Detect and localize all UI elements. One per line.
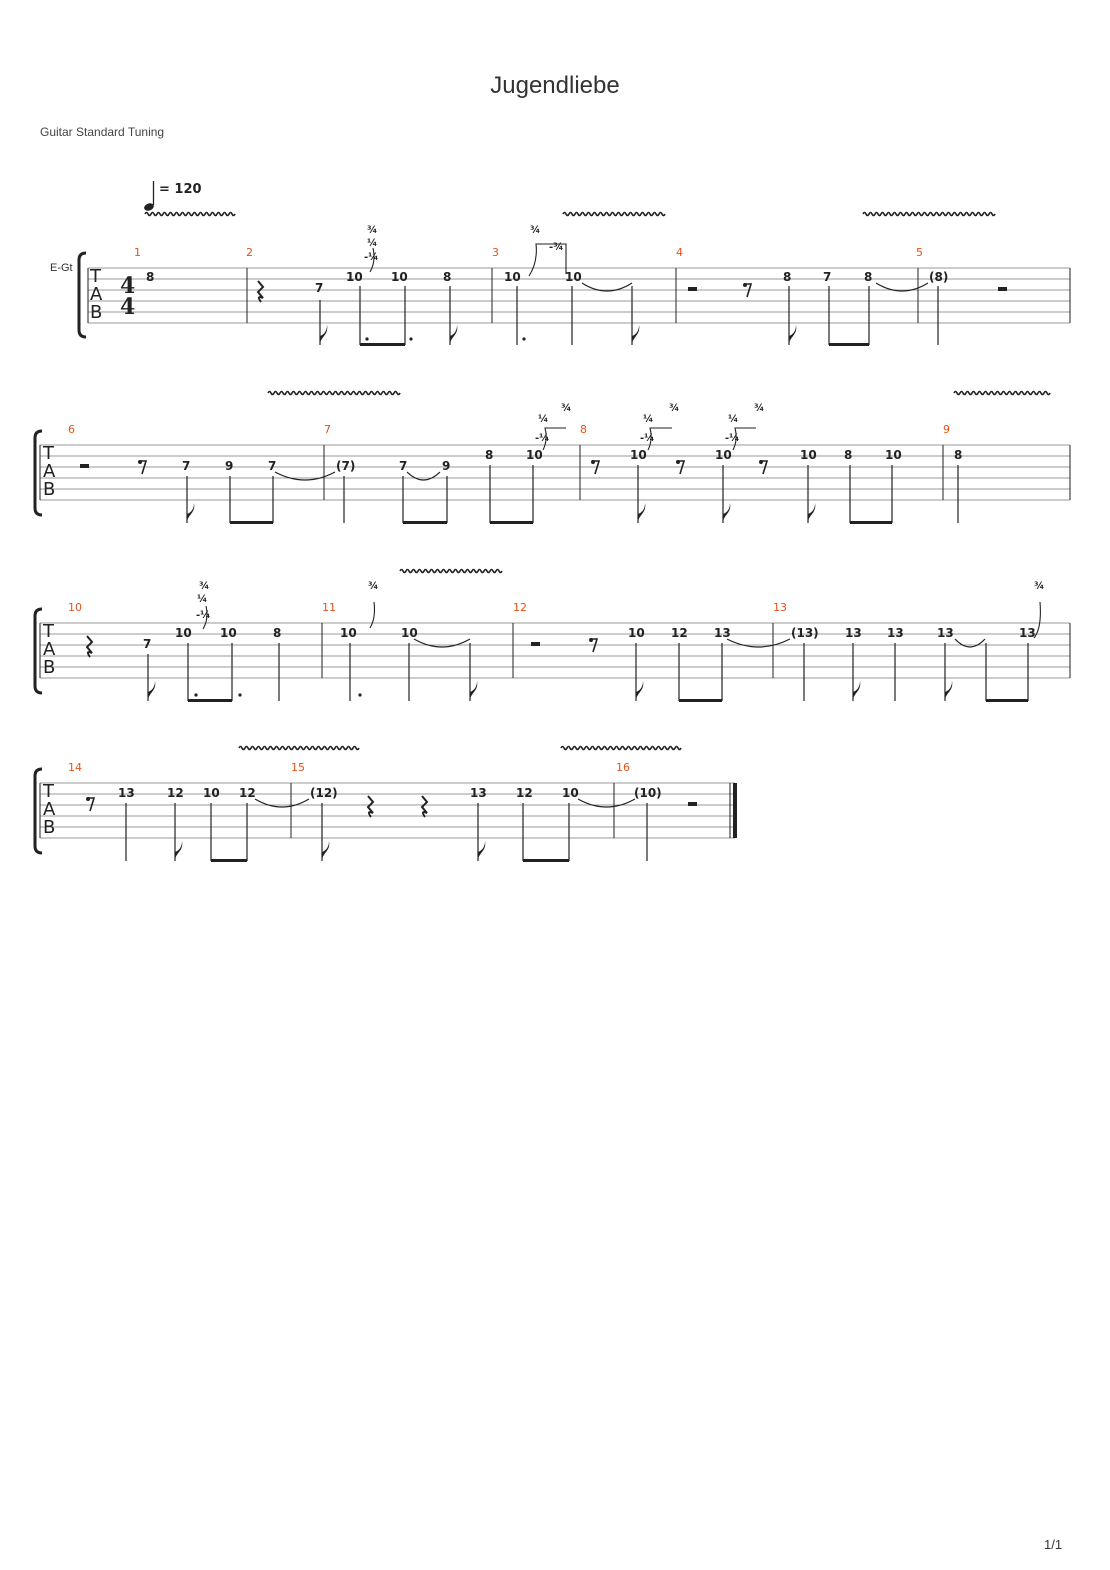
measure-number: 7: [324, 423, 331, 436]
fret-number: 10: [203, 786, 220, 800]
half-rest: [688, 802, 697, 806]
note-flag: [187, 503, 194, 523]
note-flag: [320, 325, 327, 345]
tie-arc: [727, 639, 790, 647]
fret-number: 10: [401, 626, 418, 640]
bend-label: -¼: [640, 433, 655, 444]
measure-number: 8: [580, 423, 587, 436]
measure-number: 16: [616, 761, 630, 774]
fret-number: 8: [954, 448, 963, 462]
vibrato-markings: [145, 213, 1050, 750]
note-flag: [322, 841, 329, 861]
fret-number: 10: [562, 786, 579, 800]
note-flag: [853, 681, 860, 701]
vibrato-line: [239, 747, 359, 750]
system-1: [50, 225, 1070, 337]
fret-number: 13: [1019, 626, 1036, 640]
system-bracket: [35, 431, 42, 515]
fret-number: 8: [146, 270, 155, 284]
measure-number: 5: [916, 246, 923, 259]
tie-arc: [275, 472, 335, 480]
bend-label: -¼: [196, 610, 211, 621]
measure-number: 14: [68, 761, 82, 774]
note-flag: [723, 503, 730, 523]
tuning-label: Guitar Standard Tuning: [40, 125, 165, 139]
fret-number: 10: [565, 270, 582, 284]
note-flag: [632, 325, 639, 345]
tie-arc: [955, 639, 985, 647]
page-number: 1/1: [1044, 1537, 1063, 1552]
bend-arrow: [733, 428, 756, 450]
dot: [365, 337, 368, 340]
fret-number: 7: [315, 281, 324, 295]
tie-arc: [407, 472, 440, 480]
tempo-text: = 120: [159, 182, 202, 197]
eighth-rest: [591, 460, 595, 464]
quarter-rest: [258, 281, 263, 302]
tab-letter-a: A: [43, 639, 56, 660]
measure-number: 6: [68, 423, 75, 436]
tab-letter-t: T: [90, 266, 101, 287]
fret-number: 8: [783, 270, 792, 284]
bend-label: -¼: [535, 433, 550, 444]
fret-number: 13: [118, 786, 135, 800]
note-flag: [945, 681, 952, 701]
fret-number: 7: [182, 459, 191, 473]
fret-number: 10: [715, 448, 732, 462]
dot: [238, 693, 241, 696]
vibrato-line: [268, 392, 400, 395]
fret-number: 8: [443, 270, 452, 284]
fret-number: (12): [310, 786, 338, 800]
tie-arc: [578, 799, 635, 807]
bend-label: ¼: [367, 238, 378, 249]
bend-arrow: [370, 602, 375, 628]
note-flag: [478, 841, 485, 861]
bend-arrow: [543, 428, 566, 450]
eighth-rest: [743, 283, 747, 287]
bend-label: -¼: [364, 252, 379, 263]
fret-number: 8: [273, 626, 282, 640]
bend-label: ¾: [368, 581, 379, 592]
vibrato-line: [863, 213, 995, 216]
system-3: [35, 581, 1070, 693]
bend-label: -¾: [549, 242, 564, 253]
dot: [358, 693, 361, 696]
tab-letter-a: A: [43, 461, 56, 482]
measure-number: 2: [246, 246, 253, 259]
note-beam: [986, 699, 1028, 702]
fret-number: 13: [845, 626, 862, 640]
time-signature-top: 4: [120, 273, 136, 299]
bend-label: ¼: [538, 414, 549, 425]
fret-number: 10: [800, 448, 817, 462]
note-flag: [638, 503, 645, 523]
fret-number: (8): [929, 270, 949, 284]
tab-letter-b: B: [43, 657, 56, 678]
fret-number: 13: [887, 626, 904, 640]
note-beam: [523, 859, 569, 862]
dot: [194, 693, 197, 696]
bend-label: -¼: [725, 433, 740, 444]
final-barline: [733, 783, 737, 838]
time-signature-bottom: 4: [120, 294, 136, 320]
fret-number: (7): [336, 459, 356, 473]
measure-number: 4: [676, 246, 683, 259]
fret-number: 12: [671, 626, 688, 640]
tab-letter-b: B: [90, 302, 103, 323]
note-beam: [850, 521, 892, 524]
notation-marks: [80, 244, 1040, 862]
tab-letter-a: A: [90, 284, 103, 305]
fret-number: 13: [470, 786, 487, 800]
measure-number: 10: [68, 601, 82, 614]
score-title: Jugendliebe: [490, 72, 620, 99]
fret-number: 7: [143, 637, 152, 651]
fret-number: 10: [391, 270, 408, 284]
fret-number: 10: [630, 448, 647, 462]
fret-number: 7: [399, 459, 408, 473]
vibrato-line: [145, 213, 235, 216]
vibrato-line: [400, 570, 502, 573]
tab-letter-b: B: [43, 817, 56, 838]
note-beam: [211, 859, 247, 862]
note-beam: [360, 343, 405, 346]
note-flag: [450, 325, 457, 345]
fret-number: 9: [442, 459, 451, 473]
measure-number: 1: [134, 246, 141, 259]
tie-arc: [414, 639, 470, 647]
tempo-marking: [143, 181, 201, 212]
eighth-rest: [589, 638, 593, 642]
dot: [409, 337, 412, 340]
system-4: [35, 761, 737, 853]
tab-letter-b: B: [43, 479, 56, 500]
note-beam: [490, 521, 533, 524]
fret-number: 10: [175, 626, 192, 640]
fret-number: 12: [516, 786, 533, 800]
note-beam: [230, 521, 273, 524]
fret-number: 7: [823, 270, 832, 284]
note-beam: [679, 699, 722, 702]
measure-number: 11: [322, 601, 336, 614]
fret-number: 8: [485, 448, 494, 462]
note-beam: [403, 521, 447, 524]
tie-arc: [255, 799, 309, 807]
note-flag: [175, 841, 182, 861]
system-2: [35, 403, 1070, 515]
bend-label: ¾: [199, 581, 210, 592]
fret-number: 13: [714, 626, 731, 640]
tab-letter-t: T: [43, 621, 54, 642]
fret-number: 8: [864, 270, 873, 284]
quarter-rest: [368, 796, 373, 817]
vibrato-line: [561, 747, 681, 750]
tab-letter-t: T: [43, 781, 54, 802]
fret-number: 9: [225, 459, 234, 473]
instrument-label: E-Gt: [50, 262, 73, 274]
note-flag: [148, 681, 155, 701]
eighth-rest: [676, 460, 680, 464]
measure-number: 13: [773, 601, 787, 614]
fret-number: 10: [220, 626, 237, 640]
bend-label: ¼: [728, 414, 739, 425]
quarter-rest: [422, 796, 427, 817]
bend-label: ¼: [643, 414, 654, 425]
measure-number: 12: [513, 601, 527, 614]
fret-number: 10: [885, 448, 902, 462]
quarter-rest: [87, 636, 92, 657]
fret-number: (10): [634, 786, 662, 800]
note-flag: [470, 681, 477, 701]
fret-number: 13: [937, 626, 954, 640]
fret-number: 10: [340, 626, 357, 640]
measure-number: 9: [943, 423, 950, 436]
fret-number: 12: [239, 786, 256, 800]
fret-number: 10: [628, 626, 645, 640]
note-flag: [789, 325, 796, 345]
bend-label: ¾: [367, 225, 378, 236]
system-bracket: [79, 253, 86, 337]
system-bracket: [35, 609, 42, 693]
system-bracket: [35, 769, 42, 853]
note-beam: [829, 343, 869, 346]
fret-number: 10: [526, 448, 543, 462]
half-rest: [531, 642, 540, 646]
bend-label: ¾: [1034, 581, 1045, 592]
fret-number: 10: [504, 270, 521, 284]
vibrato-line: [563, 213, 665, 216]
note-flag: [636, 681, 643, 701]
fret-number: 10: [346, 270, 363, 284]
bend-label: ¾: [754, 403, 765, 414]
bend-label: ¼: [197, 594, 208, 605]
measure-number: 3: [492, 246, 499, 259]
half-rest: [688, 287, 697, 291]
bend-label: ¾: [669, 403, 680, 414]
eighth-rest: [759, 460, 763, 464]
measure-number: 15: [291, 761, 305, 774]
half-rest: [998, 287, 1007, 291]
eighth-rest: [86, 797, 90, 801]
fret-number: (13): [791, 626, 819, 640]
half-rest: [80, 464, 89, 468]
tab-letter-a: A: [43, 799, 56, 820]
bend-label: ¾: [530, 225, 541, 236]
fret-number: 8: [844, 448, 853, 462]
eighth-rest: [138, 460, 142, 464]
vibrato-line: [954, 392, 1050, 395]
fret-number: 12: [167, 786, 184, 800]
note-beam: [188, 699, 232, 702]
dot: [522, 337, 525, 340]
note-flag: [808, 503, 815, 523]
tab-letter-t: T: [43, 443, 54, 464]
bend-label: ¾: [561, 403, 572, 414]
fret-number: 7: [268, 459, 277, 473]
